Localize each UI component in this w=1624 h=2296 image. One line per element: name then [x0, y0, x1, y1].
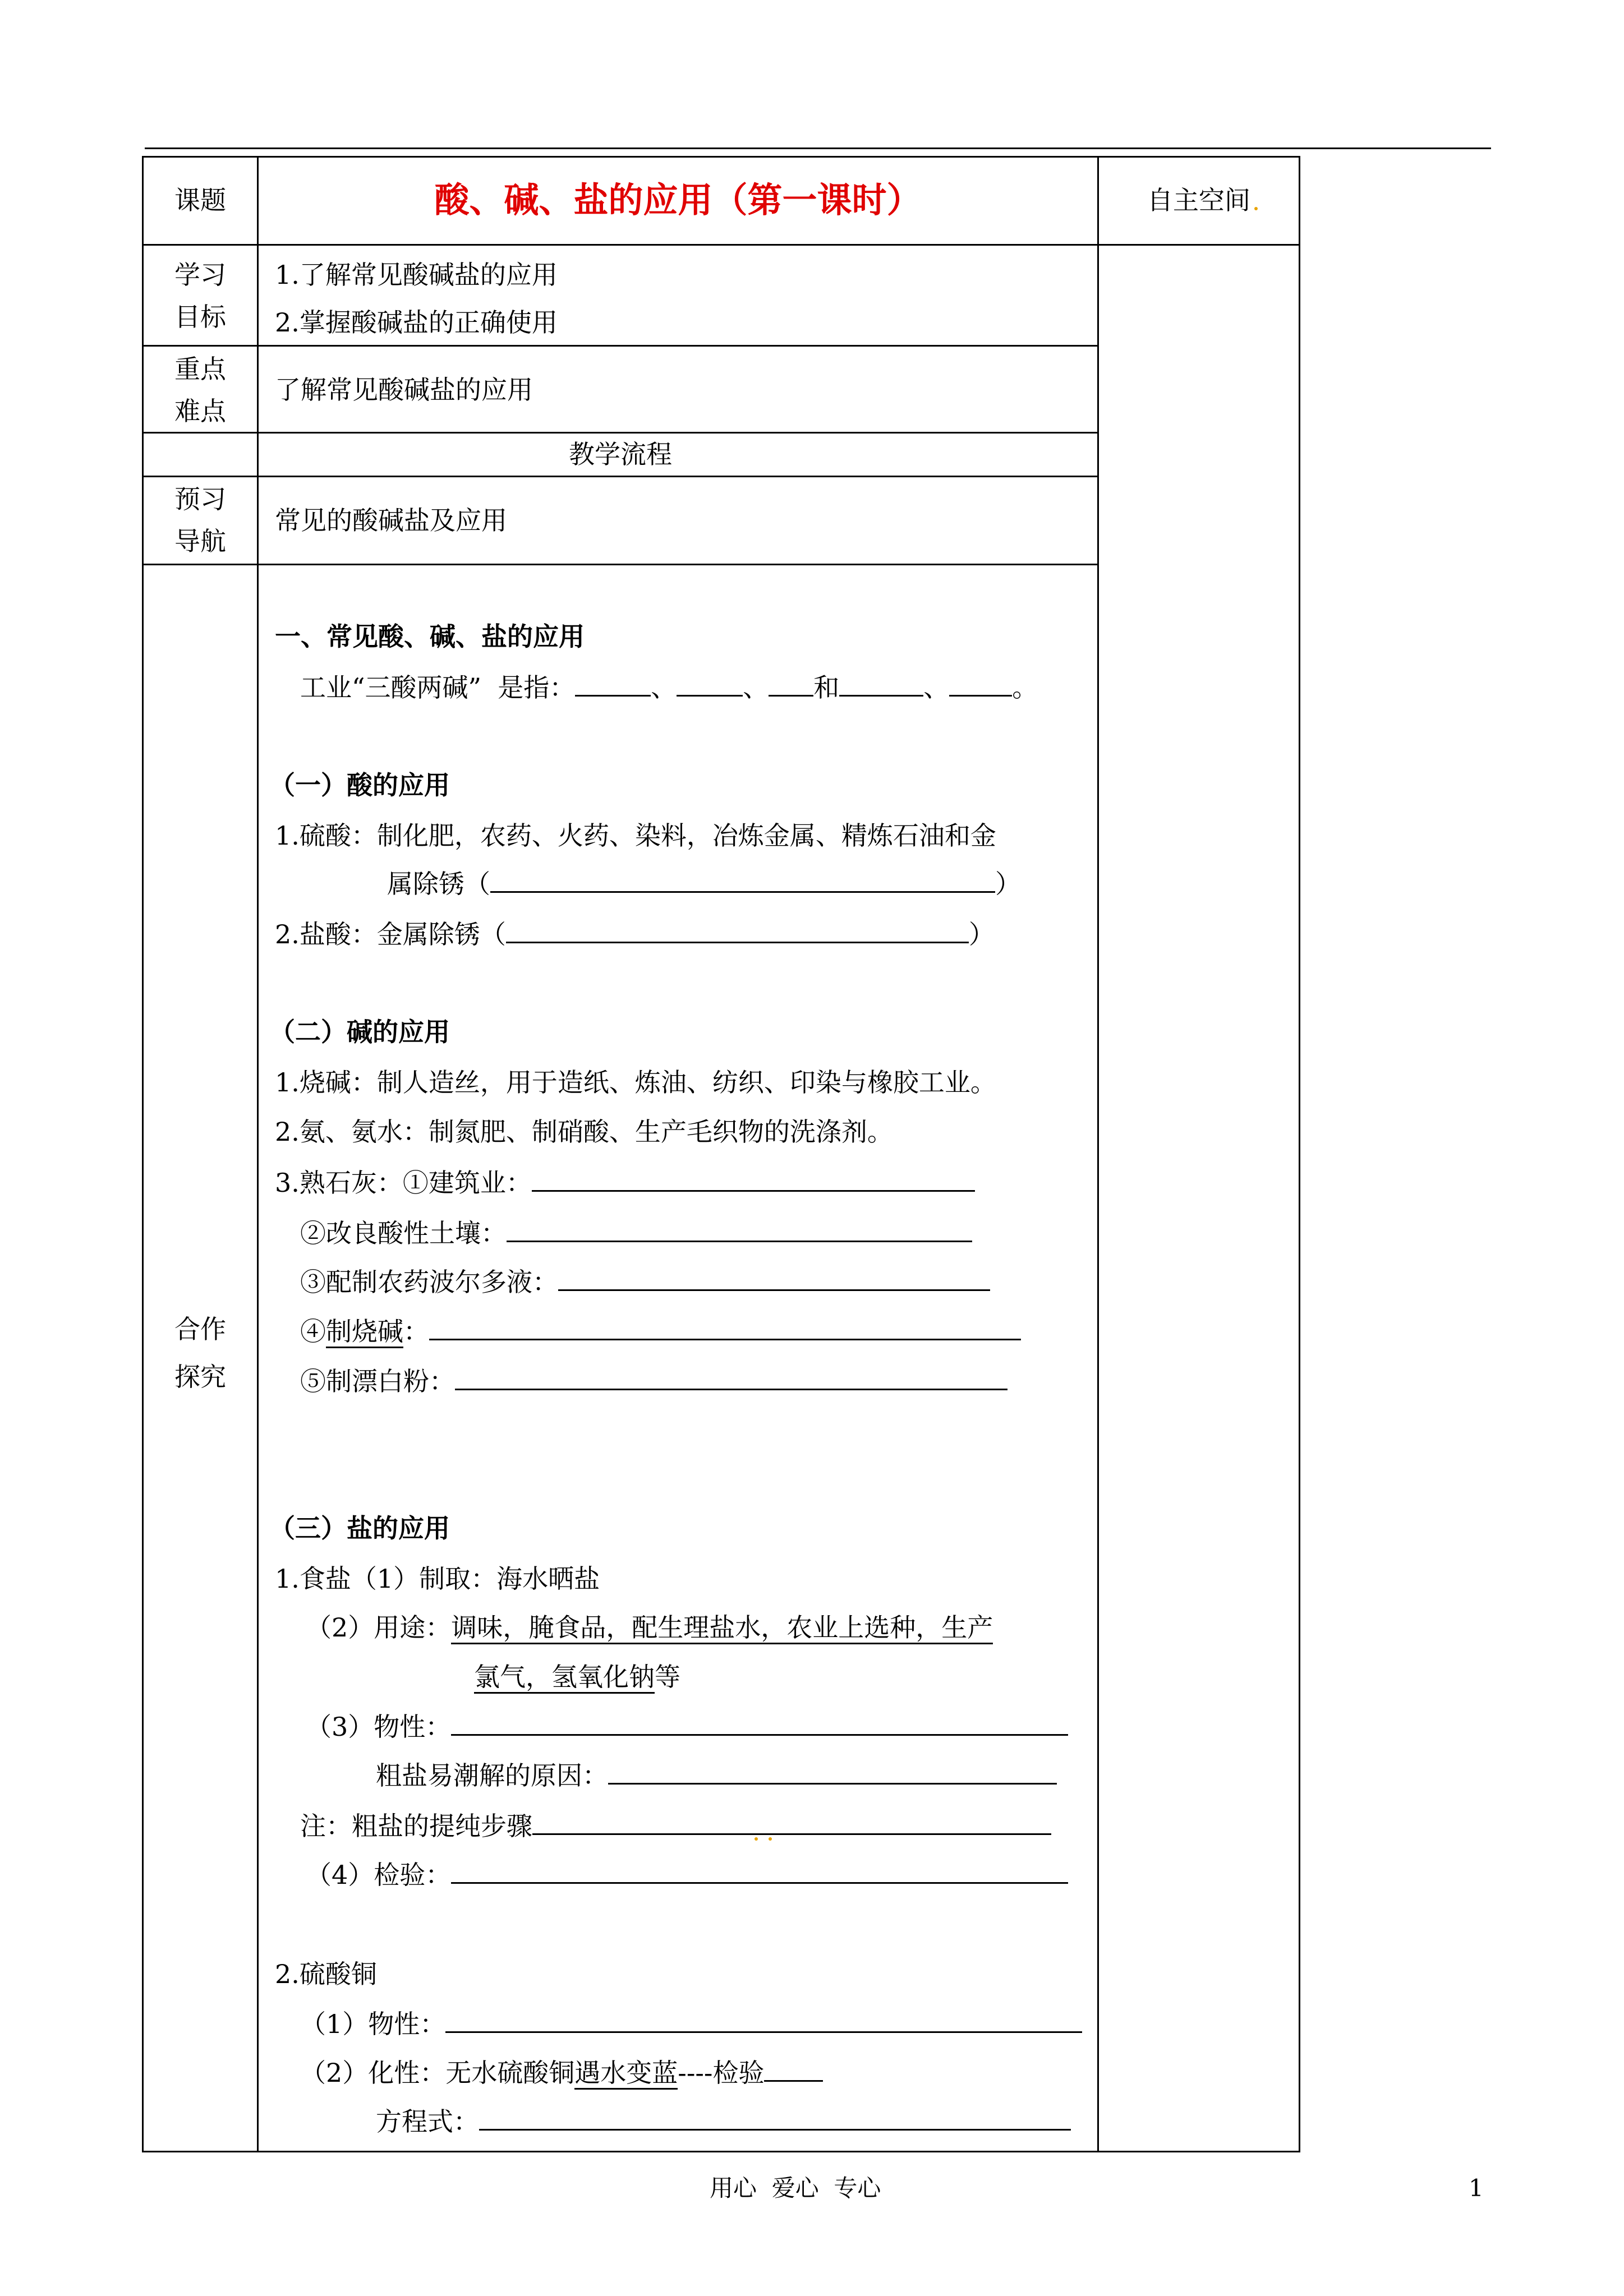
top-rule [145, 147, 1491, 149]
lime-line-4: ④制烧碱： [300, 1314, 1021, 1348]
explore-label-1: 合作 [174, 1314, 226, 1344]
flow-label: 教学流程 [569, 439, 672, 469]
lime-line-1: 3.熟石灰：①建筑业： [275, 1165, 975, 1200]
crude-reason-line: 粗盐易潮解的原因： [376, 1758, 1057, 1792]
objectives-label-1: 学习 [174, 260, 226, 290]
lime-line-3: ③配制农药波尔多液： [300, 1265, 990, 1299]
objective-item-2: 2.掌握酸碱盐的正确使用 [275, 307, 558, 338]
lime-line-5: ⑤制漂白粉： [300, 1364, 1007, 1398]
row-divider-1 [142, 244, 1300, 246]
salt-property-line: （3）物性： [306, 1709, 1068, 1744]
caustic-line: 1.烧碱：制人造丝，用于造纸、炼油、纺织、印染与橡胶工业。 [275, 1067, 996, 1098]
base-heading: （二）碱的应用 [269, 1017, 450, 1047]
lime-line-2: ②改良酸性土壤： [300, 1216, 972, 1250]
ammonia-line: 2.氨、氨水：制氮肥、制硝酸、生产毛织物的洗涤剂。 [275, 1117, 893, 1147]
preview-label-1: 预习 [174, 484, 226, 514]
cu-property-line: （1）物性： [300, 2007, 1082, 2041]
sulfuric-line: 1.硫酸：制化肥，农药、火药、染料，冶炼金属、精炼石油和金 [275, 820, 996, 851]
table-salt-line: 1.食盐（1）制取：海水晒盐 [275, 1564, 600, 1594]
subject-label: 课题 [174, 185, 226, 215]
salt-test-line: （4）检验： [306, 1857, 1068, 1892]
intro-line: 工业“三酸两碱” 是指： 、 、 和 、 。 [300, 670, 1038, 704]
orange-dot-mark [1254, 207, 1258, 210]
page-number: 1 [1469, 2174, 1484, 2202]
row-divider-5 [142, 564, 1099, 565]
preview-text: 常见的酸碱盐及应用 [275, 505, 507, 536]
objective-item-1: 1.了解常见酸碱盐的应用 [275, 260, 558, 290]
salt-use-line: （2）用途：调味，腌食品，配生理盐水，农业上选种，生产 [306, 1611, 993, 1644]
page-title: 酸、碱、盐的应用（第一课时） [434, 179, 922, 220]
sulfuric-cont-line: 属除锈（ ） [387, 866, 1021, 901]
equation-line: 方程式： [376, 2104, 1071, 2138]
keypoints-label-2: 难点 [174, 396, 226, 426]
table-border-col2 [1097, 156, 1099, 2152]
preview-label-2: 导航 [174, 526, 226, 556]
row-divider-4 [142, 476, 1099, 477]
side-label: 自主空间 [1147, 185, 1250, 215]
copper-sulfate-heading: 2.硫酸铜 [275, 1959, 377, 1989]
hydrochloric-line: 2.盐酸：金属除锈（ ） [275, 917, 995, 951]
cu-chem-line: （2）化性：无水硫酸铜遇水变蓝----检验 [300, 2055, 823, 2090]
keypoints-label-1: 重点 [174, 354, 226, 384]
table-border-bottom [142, 2151, 1300, 2152]
section-heading: 一、常见酸、碱、盐的应用 [275, 621, 585, 652]
row-divider-2 [142, 345, 1099, 347]
table-border-right [1299, 156, 1300, 2152]
acid-heading: （一）酸的应用 [269, 770, 450, 800]
row-divider-3 [142, 432, 1099, 434]
orange-dot-mark [769, 1837, 772, 1841]
keypoints-text: 了解常见酸碱盐的应用 [275, 375, 533, 405]
orange-dot-mark [755, 1837, 758, 1841]
table-border-top [142, 156, 1300, 158]
objectives-label-2: 目标 [174, 302, 226, 332]
explore-label-2: 探究 [174, 1362, 226, 1392]
salt-heading: （三）盐的应用 [269, 1513, 450, 1543]
purify-line: 注：粗盐的提纯步骤 [300, 1809, 1051, 1843]
footer-motto: 用心 爱心 专心 [710, 2174, 881, 2202]
salt-use-cont-line: 氯气，氢氧化钠等 [474, 1660, 680, 1694]
